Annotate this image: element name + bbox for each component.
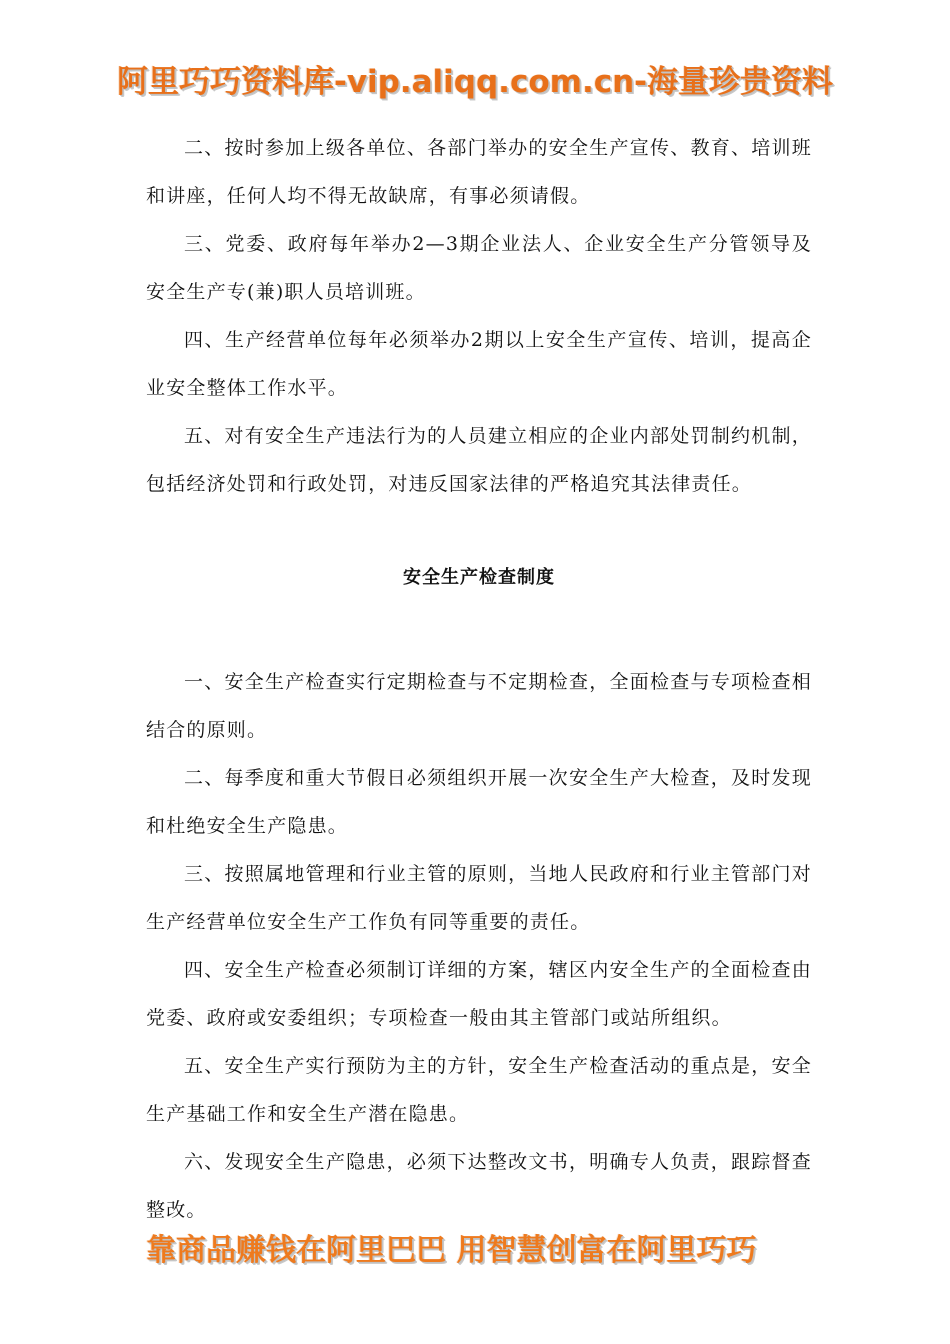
paragraph: 三、党委、政府每年举办2—3期企业法人、企业安全生产分管领导及安全生产专(兼)职人员培训班。 (146, 233, 812, 303)
paragraph: 五、对有安全生产违法行为的人员建立相应的企业内部处罚制约机制，包括经济处罚和行政处罚，对违反国家法律的严格追究其法律责任。 (146, 425, 812, 495)
spacer (146, 508, 812, 554)
section-title: 安全生产检查制度 (403, 567, 555, 588)
paragraph: 四、安全生产检查必须制订详细的方案，辖区内安全生产的全面检查由党委、政府或安委组织；专项检查一般由其主管部门或站所组织。 (146, 959, 812, 1029)
footer-watermark-banner: 靠商品赚钱在阿里巴巴 用智慧创富在阿里巧巧 (146, 1233, 757, 1268)
paragraph: 四、生产经营单位每年必须举办2期以上安全生产宣传、培训，提高企业安全整体工作水平。 (146, 329, 812, 399)
paragraph: 三、按照属地管理和行业主管的原则，当地人民政府和行业主管部门对生产经营单位安全生产工作负有同等重要的责任。 (146, 863, 812, 933)
paragraph: 六、发现安全生产隐患，必须下达整改文书，明确专人负责，跟踪督查整改。 (146, 1151, 812, 1221)
paragraph: 一、安全生产检查实行定期检查与不定期检查，全面检查与专项检查相结合的原则。 (146, 671, 812, 741)
document-body (146, 124, 812, 1234)
paragraph: 二、按时参加上级各单位、各部门举办的安全生产宣传、教育、培训班和讲座，任何人均不得无故缺席，有事必须请假。 (146, 137, 812, 207)
header-watermark-banner: 阿里巧巧资料库-vip.aliqq.com.cn-海量珍贵资料 (116, 64, 834, 100)
paragraph: 五、安全生产实行预防为主的方针，安全生产检查活动的重点是，安全生产基础工作和安全生产潜在隐患。 (146, 1055, 812, 1125)
paragraph: 二、每季度和重大节假日必须组织开展一次安全生产大检查，及时发现和杜绝安全生产隐患。 (146, 767, 812, 837)
spacer (146, 602, 812, 658)
